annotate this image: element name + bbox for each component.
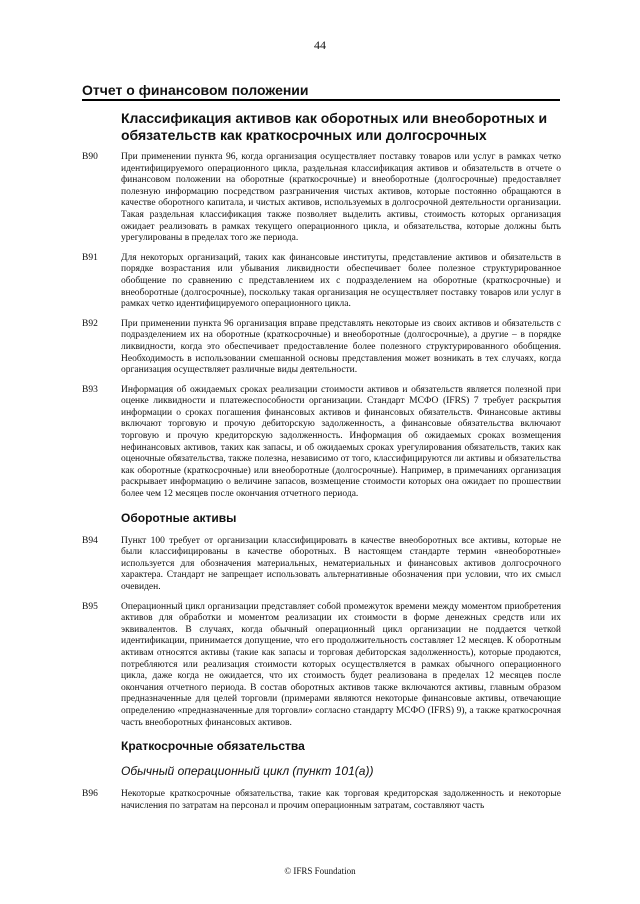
page-number: 44 xyxy=(314,38,326,52)
paragraph-number: B90 xyxy=(82,152,98,162)
paragraph-text: Для некоторых организаций, таких как финансовые институты, представление активов и обязательств в порядке возрастания или убывания ликвидности обеспечивает более полезное структурированное обобщение по сравнению с представлением их с подразделением на оборотные (краткосрочные) и внеоборотные (долгосрочные), поскольку такая организация не осуществляет поставку товаров или услуг в рамках четко идентифицируемого операционного цикла. xyxy=(121,252,561,310)
paragraph-group-current-assets xyxy=(0,536,640,730)
paragraph-group-classification xyxy=(0,152,640,501)
paragraph-text: Некоторые краткосрочные обязательства, такие как торговая кредиторская задолженность и некоторые начисления по затратам на персонал и прочим операционным затратам, составляют часть xyxy=(121,789,561,811)
main-heading: Классификация активов как оборотных или внеоборотных и обязательств как краткосрочных или долгосрочных xyxy=(121,110,548,143)
paragraph-number: B96 xyxy=(82,789,98,800)
paragraph xyxy=(0,152,640,245)
paragraph xyxy=(0,253,640,311)
paragraph xyxy=(0,319,640,377)
footer-copyright: © IFRS Foundation xyxy=(284,866,356,876)
subheading-current-assets: Оборотные активы xyxy=(121,510,237,525)
paragraph xyxy=(0,385,640,501)
paragraph-text: Пункт 100 требует от организации классифицировать в качестве внеоборотных все активы, которые не были классифицированы в качестве оборотных. В настоящем стандарте термин «внеоборотные» используется для обозначения материальных, нематериальных и финансовых активов долгосрочного характера. Стандарт не запрещает использовать альтернативные обозначения при условии, что их смысл очевиден. xyxy=(121,535,561,592)
paragraph-number: B91 xyxy=(82,252,98,263)
paragraph-text: При применении пункта 96, когда организация осуществляет поставку товаров или услуг в рамках четко идентифицируемого операционного цикла, раздельная классификация активов и обязательств в отчете о финансовом положении на оборотные (краткосрочные) и внеоборотные (долгосрочные) предоставляет полезную информацию посредством разграничения чистых активов, которые постоянно обращаются в качестве оборотного капитала, и чистых активов, используемых в долгосрочной деятельности организации. Такая раздельная классификация также позволяет выделить активы, стоимость которых организация ожидает реализовать в рамках текущего операционного цикла, и обязательства, которые должны быть урегулированы в пределах того же периода. xyxy=(121,152,561,244)
paragraph-text: При применении пункта 96 организация вправе представлять некоторые из своих активов и обязательств с подразделением их на оборотные (краткосрочные) и внеоборотные (долгосрочные), а другие – в порядке ликвидности, когда это обеспечивает предоставление более полезного структурированного обобщения. Необходимость в использовании смешанной основы представления может возникать в тех случаях, когда организация осуществляет различные виды деятельности. xyxy=(121,318,561,376)
paragraph xyxy=(0,789,640,812)
paragraph-number: B94 xyxy=(82,535,98,546)
paragraph-number: B95 xyxy=(82,601,98,612)
paragraph-group-operating-cycle xyxy=(0,789,640,812)
subheading-current-liabilities: Краткосрочные обязательства xyxy=(121,739,305,754)
subheading-operating-cycle: Обычный операционный цикл (пункт 101(а)) xyxy=(121,764,374,779)
paragraph-number: B93 xyxy=(82,384,98,395)
paragraph xyxy=(0,602,640,730)
paragraph-number: B92 xyxy=(82,318,98,329)
paragraph-text: Операционный цикл организации представляет собой промежуток времени между моментом приобретения активов для обработки и моментом реализации их стоимости в форме денежных средств или их эквивалентов. В случаях, когда обычный операционный цикл организации не поддается четкой идентификации, принимается допущение, что его продолжительность составляет 12 месяцев. К оборотным активам относятся активы (такие как запасы и торговая дебиторская задолженность), которые продаются, потребляются или реализация стоимости которых осуществляется в рамках обычного операционного цикла, даже когда не ожидается, что их стоимость будет реализована в пределах 12 месяцев после окончания отчетного периода. В состав оборотных активов также включаются активы, главным образом предназначенные для целей торговли (примерами являются некоторые финансовые активы, отвечающие определению «предназначенные для торговли» согласно стандарту МСФО (IFRS) 9), а также краткосрочная часть внеоборотных финансовых активов. xyxy=(121,601,561,728)
page-content xyxy=(0,110,640,812)
section-heading: Отчет о финансовом положении xyxy=(82,82,560,101)
paragraph-text: Информация об ожидаемых сроках реализации стоимости активов и обязательств является полезной при оценке ликвидности и платежеспособности организации. Стандарт МСФО (IFRS) 7 требует раскрытия информации о сроках погашения финансовых активов и финансовых обязательств. Финансовые активы включают торговую и прочую дебиторскую задолженность, а финансовые обязательства включают торговую и прочую кредиторскую задолженность. Информация об ожидаемых сроках возмещения нефинансовых активов, таких как запасы, и об ожидаемых сроках урегулирования обязательств, таких как оценочные обязательства, также полезна, независимо от того, классифицируются ли активы и обязательства как оборотные (краткосрочные) или внеоборотные (долгосрочные). Например, в примечаниях организация раскрывает информацию о величине запасов, возмещение стоимости которых она ожидает по прошествии более чем 12 месяцев после окончания отчетного периода. xyxy=(121,384,561,500)
paragraph xyxy=(0,536,640,594)
